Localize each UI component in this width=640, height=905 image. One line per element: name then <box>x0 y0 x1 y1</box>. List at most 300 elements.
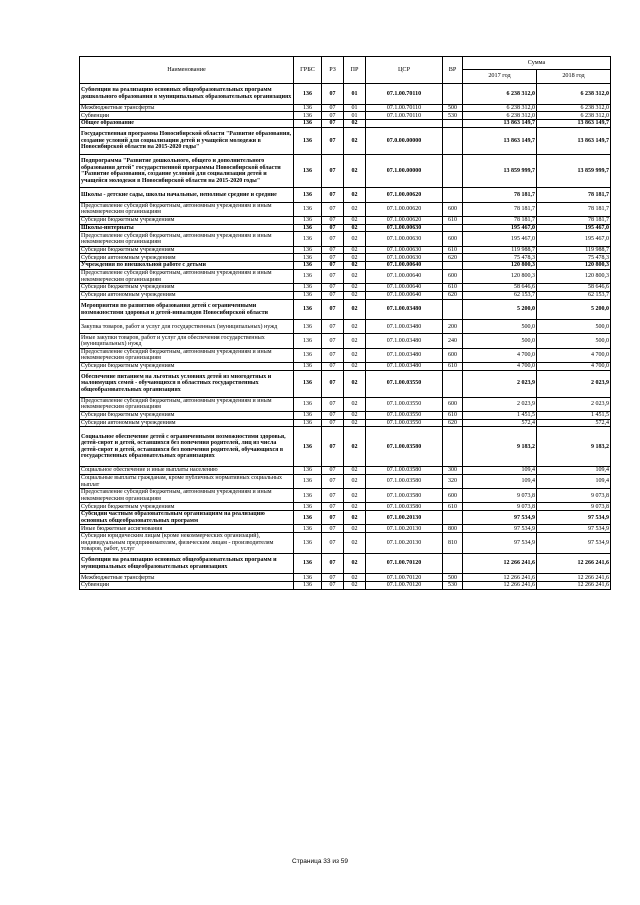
row-csr: 07.1.00.00620 <box>366 188 443 202</box>
row-sum-2017: 13 863 149,7 <box>463 127 537 154</box>
row-csr: 07.1.00.20130 <box>366 533 443 554</box>
row-sum-2018: 58 646,6 <box>537 284 611 292</box>
row-grbs: 136 <box>294 202 322 216</box>
table-row <box>80 120 611 128</box>
row-pr: 02 <box>344 348 366 362</box>
row-vr <box>443 154 463 187</box>
row-name: Межбюджетные трансферты <box>80 104 294 112</box>
row-rz: 07 <box>322 370 344 397</box>
row-grbs: 136 <box>294 262 322 270</box>
row-pr: 02 <box>344 334 366 348</box>
row-sum-2017: 6 238 312,0 <box>463 84 537 105</box>
table-row <box>80 370 611 397</box>
row-grbs: 136 <box>294 582 322 590</box>
table-row <box>80 188 611 202</box>
row-rz: 07 <box>322 232 344 246</box>
row-vr: 600 <box>443 348 463 362</box>
row-pr: 01 <box>344 84 366 105</box>
row-grbs: 136 <box>294 334 322 348</box>
row-name: Субсидии бюджетным учреждениям <box>80 411 294 419</box>
row-grbs: 136 <box>294 511 322 525</box>
row-sum-2018: 4 700,0 <box>537 362 611 370</box>
row-pr: 02 <box>344 120 366 128</box>
row-vr <box>443 188 463 202</box>
row-vr: 600 <box>443 202 463 216</box>
header-vr: ВР <box>443 57 463 84</box>
row-pr: 02 <box>344 154 366 187</box>
row-grbs: 136 <box>294 216 322 224</box>
row-grbs: 136 <box>294 411 322 419</box>
header-csr: ЦСР <box>366 57 443 84</box>
row-vr: 500 <box>443 574 463 582</box>
row-sum-2018: 78 181,7 <box>537 202 611 216</box>
row-sum-2017: 2 023,9 <box>463 370 537 397</box>
row-grbs: 136 <box>294 127 322 154</box>
row-grbs: 136 <box>294 574 322 582</box>
row-name: Субсидии бюджетным учреждениям <box>80 246 294 254</box>
table-row <box>80 224 611 232</box>
row-sum-2017: 12 266 241,6 <box>463 574 537 582</box>
row-grbs: 136 <box>294 397 322 411</box>
row-pr: 02 <box>344 291 366 299</box>
row-sum-2017: 1 451,5 <box>463 411 537 419</box>
row-grbs: 136 <box>294 489 322 503</box>
row-rz: 07 <box>322 188 344 202</box>
row-grbs: 136 <box>294 154 322 187</box>
row-name: Субвенции <box>80 112 294 120</box>
table-row <box>80 419 611 427</box>
row-csr: 07.1.00.20130 <box>366 511 443 525</box>
row-vr: 610 <box>443 362 463 370</box>
row-csr <box>366 120 443 128</box>
row-sum-2017: 572,4 <box>463 419 537 427</box>
row-grbs: 136 <box>294 284 322 292</box>
row-vr <box>443 299 463 320</box>
row-grbs: 136 <box>294 533 322 554</box>
row-csr: 07.1.00.00640 <box>366 291 443 299</box>
row-rz: 07 <box>322 224 344 232</box>
table-row <box>80 511 611 525</box>
row-csr: 07.1.00.03550 <box>366 397 443 411</box>
row-grbs: 136 <box>294 232 322 246</box>
row-name: Предоставление субсидий бюджетным, автономным учреждениям и иным некоммерческим организациям <box>80 232 294 246</box>
row-vr: 300 <box>443 467 463 475</box>
row-grbs: 136 <box>294 299 322 320</box>
table-row <box>80 553 611 574</box>
table-row <box>80 411 611 419</box>
row-name: Общее образование <box>80 120 294 128</box>
row-pr: 02 <box>344 411 366 419</box>
row-rz: 07 <box>322 154 344 187</box>
table-row <box>80 246 611 254</box>
row-vr: 810 <box>443 533 463 554</box>
row-name: Обеспечение питанием на льготных условиях детей из многодетных и малоимущих семей - обучающихся в областных государственных общеобразовательных организациях <box>80 370 294 397</box>
row-pr: 02 <box>344 232 366 246</box>
row-vr: 530 <box>443 112 463 120</box>
row-pr: 01 <box>344 112 366 120</box>
row-pr: 02 <box>344 397 366 411</box>
row-sum-2018: 5 200,0 <box>537 299 611 320</box>
table-row <box>80 299 611 320</box>
row-rz: 07 <box>322 254 344 262</box>
row-vr <box>443 84 463 105</box>
row-rz: 07 <box>322 467 344 475</box>
table-row <box>80 284 611 292</box>
row-name: Субсидии бюджетным учреждениям <box>80 362 294 370</box>
row-vr: 620 <box>443 254 463 262</box>
row-vr: 610 <box>443 246 463 254</box>
row-rz: 07 <box>322 348 344 362</box>
table-row <box>80 320 611 334</box>
row-csr: 07.1.00.70110 <box>366 84 443 105</box>
row-rz: 07 <box>322 246 344 254</box>
row-sum-2017: 4 700,0 <box>463 362 537 370</box>
row-grbs: 136 <box>294 503 322 511</box>
table-row <box>80 503 611 511</box>
row-rz: 07 <box>322 475 344 489</box>
row-grbs: 136 <box>294 246 322 254</box>
row-vr <box>443 262 463 270</box>
row-vr <box>443 427 463 467</box>
row-name: Субсидии автономным учреждениям <box>80 254 294 262</box>
row-grbs: 136 <box>294 120 322 128</box>
table-row <box>80 202 611 216</box>
header-name: Наименование <box>80 57 294 84</box>
row-vr <box>443 370 463 397</box>
row-sum-2017: 4 700,0 <box>463 348 537 362</box>
row-sum-2017: 109,4 <box>463 467 537 475</box>
row-sum-2018: 9 183,2 <box>537 427 611 467</box>
row-vr: 610 <box>443 284 463 292</box>
row-sum-2018: 9 073,8 <box>537 503 611 511</box>
table-row <box>80 269 611 283</box>
table-row <box>80 427 611 467</box>
table-row <box>80 525 611 533</box>
row-vr: 500 <box>443 104 463 112</box>
row-sum-2017: 195 467,0 <box>463 232 537 246</box>
row-sum-2018: 9 073,8 <box>537 489 611 503</box>
row-rz: 07 <box>322 291 344 299</box>
row-csr: 07.1.00.00630 <box>366 246 443 254</box>
row-sum-2017: 62 153,7 <box>463 291 537 299</box>
row-pr: 02 <box>344 262 366 270</box>
row-csr: 07.1.00.00630 <box>366 254 443 262</box>
row-pr: 02 <box>344 299 366 320</box>
row-name: Закупка товаров, работ и услуг для государственных (муниципальных) нужд <box>80 320 294 334</box>
row-sum-2017: 2 023,9 <box>463 397 537 411</box>
row-name: Предоставление субсидий бюджетным, автономным учреждениям и иным некоммерческим организациям <box>80 489 294 503</box>
row-rz: 07 <box>322 202 344 216</box>
row-sum-2017: 119 988,7 <box>463 246 537 254</box>
row-csr: 07.0.00.00000 <box>366 127 443 154</box>
row-name: Предоставление субсидий бюджетным, автономным учреждениям и иным некоммерческим организациям <box>80 269 294 283</box>
row-sum-2018: 13 863 149,7 <box>537 127 611 154</box>
row-sum-2017: 13 859 999,7 <box>463 154 537 187</box>
row-csr: 07.1.00.03580 <box>366 503 443 511</box>
row-sum-2018: 97 534,9 <box>537 533 611 554</box>
row-name: Субсидии бюджетным учреждениям <box>80 503 294 511</box>
row-rz: 07 <box>322 269 344 283</box>
row-csr: 07.1.00.00620 <box>366 202 443 216</box>
row-sum-2018: 109,4 <box>537 475 611 489</box>
row-rz: 07 <box>322 112 344 120</box>
row-name: Субвенции на реализацию основных общеобразовательных программ и муниципальных общеобразовательных организациях <box>80 553 294 574</box>
row-pr: 02 <box>344 202 366 216</box>
row-csr: 07.1.00.03480 <box>366 348 443 362</box>
table-row <box>80 104 611 112</box>
row-pr: 02 <box>344 574 366 582</box>
row-name: Иные бюджетные ассигнования <box>80 525 294 533</box>
row-csr: 07.1.00.03550 <box>366 411 443 419</box>
table-row <box>80 254 611 262</box>
table-row <box>80 216 611 224</box>
row-vr: 800 <box>443 525 463 533</box>
row-rz: 07 <box>322 533 344 554</box>
row-name: Субвенции <box>80 582 294 590</box>
row-vr: 600 <box>443 397 463 411</box>
row-csr: 07.1.00.00640 <box>366 284 443 292</box>
row-rz: 07 <box>322 511 344 525</box>
row-grbs: 136 <box>294 104 322 112</box>
row-vr: 620 <box>443 419 463 427</box>
row-name: Подпрограмма "Развитие дошкольного, общего и дополнительного образования детей" государственной программы Новосибирской области "Развитие образования, создание условий для социализации детей и учащейся молодежи в Новосибирской области на 2015-2020 годы" <box>80 154 294 187</box>
row-csr: 07.1.00.03480 <box>366 299 443 320</box>
row-rz: 07 <box>322 574 344 582</box>
row-vr: 610 <box>443 503 463 511</box>
row-grbs: 136 <box>294 419 322 427</box>
row-pr: 02 <box>344 216 366 224</box>
row-csr: 07.1.00.00630 <box>366 232 443 246</box>
table-row <box>80 574 611 582</box>
row-sum-2017: 120 800,3 <box>463 269 537 283</box>
row-sum-2018: 109,4 <box>537 467 611 475</box>
row-pr: 02 <box>344 533 366 554</box>
table-row <box>80 362 611 370</box>
row-sum-2017: 12 266 241,6 <box>463 553 537 574</box>
row-sum-2018: 97 534,9 <box>537 525 611 533</box>
row-pr: 02 <box>344 503 366 511</box>
row-name: Предоставление субсидий бюджетным, автономным учреждениям и иным некоммерческим организациям <box>80 348 294 362</box>
row-name: Межбюджетные трансферты <box>80 574 294 582</box>
table-row <box>80 291 611 299</box>
row-rz: 07 <box>322 104 344 112</box>
row-sum-2018: 6 238 312,0 <box>537 104 611 112</box>
row-pr: 02 <box>344 224 366 232</box>
header-year-2017: 2017 год <box>463 70 537 84</box>
row-sum-2017: 97 534,9 <box>463 533 537 554</box>
row-csr: 07.1.00.03480 <box>366 320 443 334</box>
row-csr: 07.1.00.03580 <box>366 489 443 503</box>
table-row <box>80 154 611 187</box>
row-sum-2018: 500,0 <box>537 320 611 334</box>
row-vr: 530 <box>443 582 463 590</box>
row-rz: 07 <box>322 553 344 574</box>
row-sum-2018: 78 181,7 <box>537 188 611 202</box>
row-csr: 07.1.00.00640 <box>366 269 443 283</box>
row-name: Социальные выплаты гражданам, кроме публичных нормативных социальных выплат <box>80 475 294 489</box>
row-pr: 02 <box>344 553 366 574</box>
row-sum-2018: 13 863 149,7 <box>537 120 611 128</box>
budget-table <box>79 56 611 590</box>
row-sum-2017: 58 646,6 <box>463 284 537 292</box>
row-pr: 02 <box>344 127 366 154</box>
row-rz: 07 <box>322 427 344 467</box>
table-row <box>80 348 611 362</box>
row-rz: 07 <box>322 503 344 511</box>
row-sum-2018: 572,4 <box>537 419 611 427</box>
row-name: Школы-интернаты <box>80 224 294 232</box>
row-vr: 600 <box>443 269 463 283</box>
row-rz: 07 <box>322 582 344 590</box>
row-name: Государственная программа Новосибирской области "Развитие образования, создание условий для социализации детей и учащейся молодежи в Новосибирской области на 2015-2020 годы" <box>80 127 294 154</box>
row-csr: 07.1.00.03580 <box>366 467 443 475</box>
row-pr: 02 <box>344 320 366 334</box>
row-sum-2018: 1 451,5 <box>537 411 611 419</box>
row-sum-2017: 78 181,7 <box>463 202 537 216</box>
row-csr: 07.1.00.70120 <box>366 582 443 590</box>
row-sum-2018: 119 988,7 <box>537 246 611 254</box>
row-name: Социальное обеспечение и иные выплаты населению <box>80 467 294 475</box>
row-sum-2017: 97 534,9 <box>463 525 537 533</box>
row-csr: 07.1.00.03580 <box>366 427 443 467</box>
table-row <box>80 112 611 120</box>
header-grbs: ГРБС <box>294 57 322 84</box>
row-pr: 02 <box>344 370 366 397</box>
row-name: Субсидии частным образовательным организациям на реализацию основных общеобразовательных программ <box>80 511 294 525</box>
row-pr: 02 <box>344 489 366 503</box>
row-csr: 07.1.00.00630 <box>366 224 443 232</box>
header-sum: Сумма <box>463 57 611 70</box>
row-sum-2018: 78 181,7 <box>537 216 611 224</box>
row-vr: 610 <box>443 411 463 419</box>
table-row <box>80 467 611 475</box>
row-sum-2018: 62 153,7 <box>537 291 611 299</box>
row-csr: 07.1.00.03550 <box>366 370 443 397</box>
row-grbs: 136 <box>294 112 322 120</box>
row-csr: 07.1.00.00000 <box>366 154 443 187</box>
table-row <box>80 262 611 270</box>
row-pr: 02 <box>344 475 366 489</box>
row-vr: 600 <box>443 489 463 503</box>
row-sum-2018: 2 023,9 <box>537 370 611 397</box>
table-row <box>80 232 611 246</box>
row-vr <box>443 511 463 525</box>
row-rz: 07 <box>322 284 344 292</box>
row-name: Иные закупки товаров, работ и услуг для обеспечения государственных (муниципальных) нужд <box>80 334 294 348</box>
row-name: Предоставление субсидий бюджетным, автономным учреждениям и иным некоммерческим организациям <box>80 397 294 411</box>
row-grbs: 136 <box>294 362 322 370</box>
row-pr: 02 <box>344 188 366 202</box>
row-pr: 02 <box>344 582 366 590</box>
table-row <box>80 84 611 105</box>
row-grbs: 136 <box>294 84 322 105</box>
row-sum-2017: 6 238 312,0 <box>463 112 537 120</box>
row-csr: 07.1.00.00620 <box>366 216 443 224</box>
row-sum-2017: 500,0 <box>463 334 537 348</box>
row-csr: 07.1.00.70120 <box>366 553 443 574</box>
row-grbs: 136 <box>294 370 322 397</box>
row-grbs: 136 <box>294 291 322 299</box>
header-pr: ПР <box>344 57 366 84</box>
row-sum-2017: 9 073,8 <box>463 489 537 503</box>
row-csr: 07.1.00.03580 <box>366 475 443 489</box>
row-sum-2017: 12 266 241,6 <box>463 582 537 590</box>
row-name: Субсидии автономным учреждениям <box>80 419 294 427</box>
row-rz: 07 <box>322 262 344 270</box>
row-name: Предоставление субсидий бюджетным, автономным учреждениям и иным некоммерческим организациям <box>80 202 294 216</box>
row-rz: 07 <box>322 334 344 348</box>
row-sum-2017: 13 863 149,7 <box>463 120 537 128</box>
row-sum-2017: 9 183,2 <box>463 427 537 467</box>
row-grbs: 136 <box>294 525 322 533</box>
row-name: Субсидии бюджетным учреждениям <box>80 216 294 224</box>
row-pr: 01 <box>344 104 366 112</box>
row-vr: 600 <box>443 232 463 246</box>
row-pr: 02 <box>344 284 366 292</box>
row-vr: 620 <box>443 291 463 299</box>
row-vr <box>443 224 463 232</box>
row-rz: 07 <box>322 120 344 128</box>
row-vr: 200 <box>443 320 463 334</box>
row-sum-2018: 4 700,0 <box>537 348 611 362</box>
row-name: Субсидии юридическим лицам (кроме некоммерческих организаций), индивидуальным предпринимателям, физическим лицам - производителям товаров, работ, услуг <box>80 533 294 554</box>
row-sum-2018: 12 266 241,6 <box>537 574 611 582</box>
row-sum-2017: 78 181,7 <box>463 188 537 202</box>
table-row <box>80 127 611 154</box>
row-grbs: 136 <box>294 427 322 467</box>
row-rz: 07 <box>322 419 344 427</box>
row-grbs: 136 <box>294 348 322 362</box>
row-grbs: 136 <box>294 320 322 334</box>
row-name: Субвенции на реализацию основных общеобразовательных программ дошкольного образования в муниципальных образовательных организациях <box>80 84 294 105</box>
row-sum-2018: 97 534,9 <box>537 511 611 525</box>
row-rz: 07 <box>322 127 344 154</box>
row-sum-2017: 78 181,7 <box>463 216 537 224</box>
row-rz: 07 <box>322 397 344 411</box>
row-rz: 07 <box>322 362 344 370</box>
header-rz: РЗ <box>322 57 344 84</box>
page-footer: Страница 33 из 59 <box>292 858 348 865</box>
row-grbs: 136 <box>294 475 322 489</box>
row-rz: 07 <box>322 489 344 503</box>
row-csr: 07.1.00.70120 <box>366 574 443 582</box>
row-rz: 07 <box>322 216 344 224</box>
row-csr: 07.1.00.20130 <box>366 525 443 533</box>
row-name: Социальное обеспечение детей с ограниченными возможностями здоровья, детей-сирот и детей, оставшихся без попечения родителей, лиц из числа детей-сирот и детей, оставшихся без попечения родителей, обучающихся в государственных образовательных организациях <box>80 427 294 467</box>
row-grbs: 136 <box>294 254 322 262</box>
row-sum-2018: 12 266 241,6 <box>537 553 611 574</box>
row-pr: 02 <box>344 246 366 254</box>
row-sum-2017: 75 478,3 <box>463 254 537 262</box>
row-vr <box>443 120 463 128</box>
table-body <box>80 84 611 590</box>
row-rz: 07 <box>322 525 344 533</box>
table-row <box>80 475 611 489</box>
row-vr <box>443 127 463 154</box>
table-row <box>80 334 611 348</box>
row-vr: 610 <box>443 216 463 224</box>
row-pr: 02 <box>344 362 366 370</box>
row-grbs: 136 <box>294 269 322 283</box>
row-sum-2017: 5 200,0 <box>463 299 537 320</box>
row-sum-2017: 195 467,0 <box>463 224 537 232</box>
row-csr: 07.1.00.00640 <box>366 262 443 270</box>
row-pr: 02 <box>344 511 366 525</box>
row-rz: 07 <box>322 84 344 105</box>
row-sum-2018: 6 238 312,0 <box>537 84 611 105</box>
row-sum-2018: 195 467,0 <box>537 232 611 246</box>
row-vr: 240 <box>443 334 463 348</box>
